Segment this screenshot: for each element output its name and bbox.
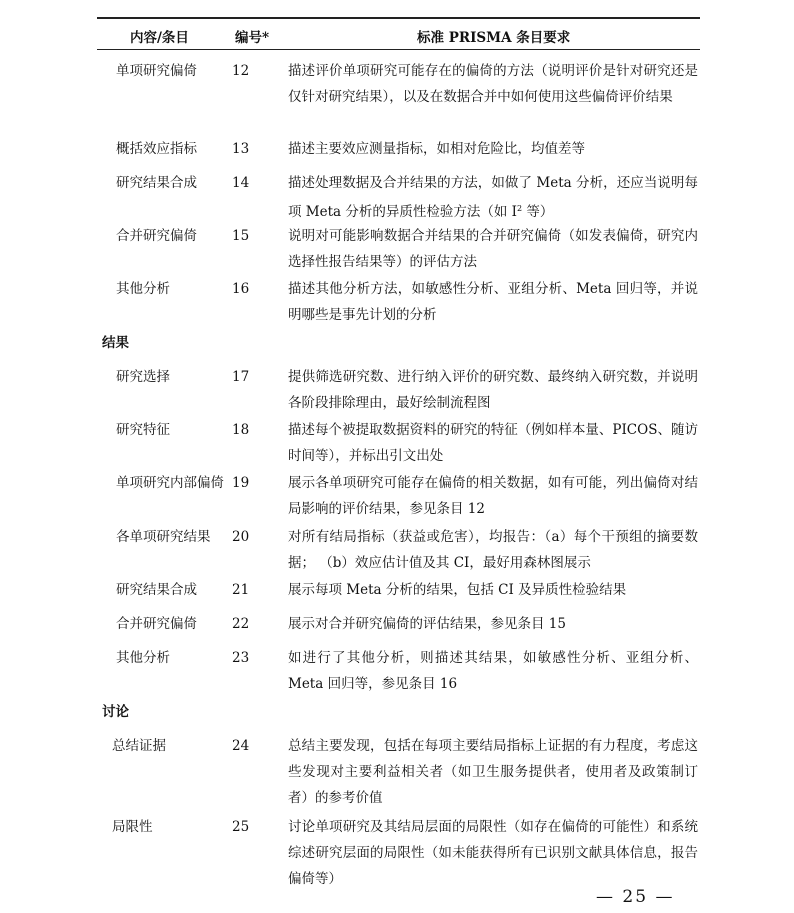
section-heading-discussion: 讨论 [102,704,129,720]
row-number: 15 [232,228,250,244]
row-description: 对所有结局指标（获益或危害），均报告：（a）每个干预组的摘要数据； （b）效应估计值及其 CI，最好用森林图展示 [288,529,698,571]
desc-text-end: 等） [522,204,554,220]
row-number: 14 [232,175,250,191]
table-header [97,23,700,47]
page-number: — 25 — [596,887,675,907]
row-item: 其他分析 [116,650,170,666]
row-description: 描述其他分析方法，如敏感性分析、亚组分析、Meta 回归等，并说明哪些是事先计划的分析 [288,281,698,323]
row-item: 合并研究偏倚 [116,616,197,632]
table-header-rule [97,49,700,50]
row-number: 22 [232,616,250,632]
section-heading-results: 结果 [102,335,129,351]
row-item: 合并研究偏倚 [116,228,197,244]
row-item: 概括效应指标 [116,141,197,157]
row-description [288,170,698,225]
row-number: 19 [232,475,250,491]
row-item: 总结证据 [112,738,166,754]
row-description: 说明对可能影响数据合并结果的合并研究偏倚（如发表偏倚，研究内选择性报告结果等）的评估方法 [288,228,698,270]
desc-text: 描述处理数据及合并结果的方法，如做了 Meta 分析，还应当说明每项 Meta 分析的异质性检验方法（如 I [288,175,698,220]
superscript: 2 [517,204,523,213]
row-number: 20 [232,529,250,545]
row-item: 单项研究内部偏倚 [116,475,224,491]
row-item: 单项研究偏倚 [116,63,197,79]
row-description: 描述主要效应测量指标，如相对危险比，均值差等 [288,141,585,157]
row-description: 如进行了其他分析，则描述其结果，如敏感性分析、亚组分析、Meta 回归等，参见条目 16 [288,650,698,692]
row-description: 讨论单项研究及其结局层面的局限性（如存在偏倚的可能性）和系统综述研究层面的局限性（如未能获得所有已识别文献具体信息，报告偏倚等） [288,819,698,887]
row-description: 展示对合并研究偏倚的评估结果，参见条目 15 [288,616,566,632]
row-description: 展示每项 Meta 分析的结果，包括 CI 及异质性检验结果 [288,582,627,598]
row-description: 描述每个被提取数据资料的研究的特征（例如样本量、PICOS、随访时间等），并标出引文出处 [288,422,698,464]
table-top-rule [97,17,700,19]
row-number: 23 [232,650,250,666]
row-number: 25 [232,819,250,835]
row-number: 16 [232,281,250,297]
row-description: 总结主要发现，包括在每项主要结局指标上证据的有力程度，考虑这些发现对主要利益相关者（如卫生服务提供者，使用者及政策制订者）的参考价值 [288,738,698,806]
row-item: 局限性 [112,819,153,835]
row-number: 12 [232,63,250,79]
row-item: 研究结果合成 [116,175,197,191]
row-description: 提供筛选研究数、进行纳入评价的研究数、最终纳入研究数，并说明各阶段排除理由，最好绘制流程图 [288,369,698,411]
row-number: 18 [232,422,250,438]
row-number: 17 [232,369,250,385]
row-number: 13 [232,141,250,157]
row-item: 研究选择 [116,369,170,385]
row-number: 24 [232,738,250,754]
row-item: 研究特征 [116,422,170,438]
row-item: 各单项研究结果 [116,529,211,545]
row-item: 研究结果合成 [116,582,197,598]
row-number: 21 [232,582,250,598]
header-item: 内容/条目 [130,30,189,46]
row-description: 描述评价单项研究可能存在的偏倚的方法（说明评价是针对研究还是仅针对研究结果），以及在数据合并中如何使用这些偏倚评价结果 [288,63,698,105]
row-item: 其他分析 [116,281,170,297]
header-number: 编号* [235,30,270,46]
header-requirement: 标准 PRISMA 条目要求 [417,30,571,46]
row-description: 展示各单项研究可能存在偏倚的相关数据，如有可能，列出偏倚对结局影响的评价结果，参见条目 12 [288,475,698,517]
